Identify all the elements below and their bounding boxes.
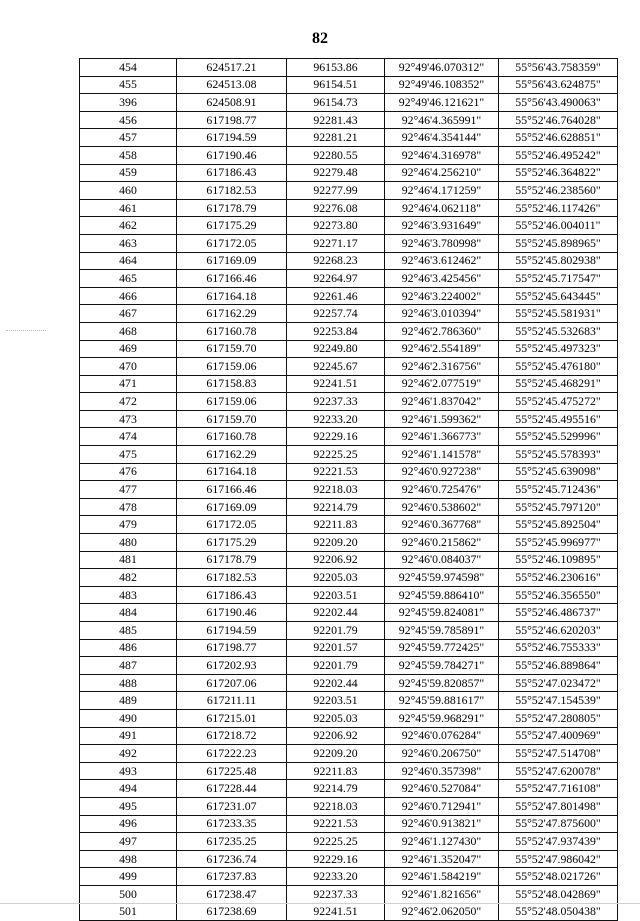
x-coordinate-cell: 617225.48: [177, 762, 287, 780]
y-coordinate-cell: 92203.51: [287, 586, 385, 604]
y-coordinate-cell: 92214.79: [287, 780, 385, 798]
longitude-cell: 92°46'0.913821": [385, 815, 499, 833]
latitude-cell: 55°52'45.639098": [499, 463, 618, 481]
longitude-cell: 92°46'3.224002": [385, 287, 499, 305]
latitude-cell: 55°52'48.042869": [499, 885, 618, 903]
y-coordinate-cell: 92201.79: [287, 657, 385, 675]
table-row: [80, 129, 618, 147]
longitude-cell: 92°45'59.886410": [385, 586, 499, 604]
table-row: [80, 727, 618, 745]
longitude-cell: 92°46'0.538602": [385, 498, 499, 516]
latitude-cell: 55°52'46.364822": [499, 164, 618, 182]
x-coordinate-cell: 617158.83: [177, 375, 287, 393]
x-coordinate-cell: 617172.05: [177, 516, 287, 534]
longitude-cell: 92°46'0.215862": [385, 534, 499, 552]
table-row: [80, 358, 618, 376]
x-coordinate-cell: 617237.83: [177, 868, 287, 886]
table-row: [80, 692, 618, 710]
longitude-cell: 92°46'4.316978": [385, 146, 499, 164]
latitude-cell: 55°52'46.356550": [499, 586, 618, 604]
table-row: [80, 340, 618, 358]
longitude-cell: 92°49'46.121621": [385, 94, 499, 112]
point-number-cell: 464: [80, 252, 177, 270]
y-coordinate-cell: 92279.48: [287, 164, 385, 182]
table-row: [80, 428, 618, 446]
latitude-cell: 55°52'45.802938": [499, 252, 618, 270]
table-row: [80, 182, 618, 200]
point-number-cell: 488: [80, 674, 177, 692]
latitude-cell: 55°52'48.021726": [499, 868, 618, 886]
latitude-cell: 55°52'47.620078": [499, 762, 618, 780]
point-number-cell: 470: [80, 358, 177, 376]
x-coordinate-cell: 617169.09: [177, 498, 287, 516]
table-row: [80, 569, 618, 587]
point-number-cell: 455: [80, 76, 177, 94]
y-coordinate-cell: 92249.80: [287, 340, 385, 358]
x-coordinate-cell: 617233.35: [177, 815, 287, 833]
latitude-cell: 55°52'47.280805": [499, 709, 618, 727]
x-coordinate-cell: 617198.77: [177, 639, 287, 657]
latitude-cell: 55°52'45.495516": [499, 410, 618, 428]
x-coordinate-cell: 617231.07: [177, 797, 287, 815]
y-coordinate-cell: 92261.46: [287, 287, 385, 305]
x-coordinate-cell: 617228.44: [177, 780, 287, 798]
y-coordinate-cell: 92211.83: [287, 762, 385, 780]
point-number-cell: 498: [80, 850, 177, 868]
table-row: [80, 833, 618, 851]
latitude-cell: 55°52'45.468291": [499, 375, 618, 393]
y-coordinate-cell: 92225.25: [287, 446, 385, 464]
x-coordinate-cell: 624517.21: [177, 59, 287, 77]
table-row: [80, 639, 618, 657]
point-number-cell: 467: [80, 305, 177, 323]
y-coordinate-cell: 92241.51: [287, 375, 385, 393]
latitude-cell: 55°56'43.758359": [499, 59, 618, 77]
longitude-cell: 92°46'0.076284": [385, 727, 499, 745]
point-number-cell: 474: [80, 428, 177, 446]
table-row: [80, 199, 618, 217]
point-number-cell: 490: [80, 709, 177, 727]
table-row: [80, 516, 618, 534]
latitude-cell: 55°52'45.476180": [499, 358, 618, 376]
y-coordinate-cell: 92202.44: [287, 604, 385, 622]
longitude-cell: 92°45'59.772425": [385, 639, 499, 657]
point-number-cell: 481: [80, 551, 177, 569]
table-row: [80, 270, 618, 288]
table-row: [80, 498, 618, 516]
latitude-cell: 55°52'45.643445": [499, 287, 618, 305]
point-number-cell: 462: [80, 217, 177, 235]
latitude-cell: 55°52'45.532683": [499, 322, 618, 340]
point-number-cell: 497: [80, 833, 177, 851]
table-row: [80, 903, 618, 921]
latitude-cell: 55°52'47.514708": [499, 745, 618, 763]
y-coordinate-cell: 92221.53: [287, 815, 385, 833]
x-coordinate-cell: 617194.59: [177, 622, 287, 640]
table-row: [80, 164, 618, 182]
table-row: [80, 463, 618, 481]
longitude-cell: 92°49'46.070312": [385, 59, 499, 77]
point-number-cell: 465: [80, 270, 177, 288]
point-number-cell: 480: [80, 534, 177, 552]
latitude-cell: 55°52'46.628851": [499, 129, 618, 147]
longitude-cell: 92°46'1.584219": [385, 868, 499, 886]
y-coordinate-cell: 92202.44: [287, 674, 385, 692]
point-number-cell: 500: [80, 885, 177, 903]
x-coordinate-cell: 617182.53: [177, 182, 287, 200]
point-number-cell: 499: [80, 868, 177, 886]
y-coordinate-cell: 92273.80: [287, 217, 385, 235]
table-row: [80, 657, 618, 675]
y-coordinate-cell: 92225.25: [287, 833, 385, 851]
point-number-cell: 484: [80, 604, 177, 622]
longitude-cell: 92°45'59.820857": [385, 674, 499, 692]
x-coordinate-cell: 617186.43: [177, 586, 287, 604]
longitude-cell: 92°46'4.171259": [385, 182, 499, 200]
y-coordinate-cell: 92206.92: [287, 551, 385, 569]
latitude-cell: 55°56'43.624875": [499, 76, 618, 94]
point-number-cell: 479: [80, 516, 177, 534]
y-coordinate-cell: 92209.20: [287, 534, 385, 552]
y-coordinate-cell: 92233.20: [287, 410, 385, 428]
table-row: [80, 59, 618, 77]
longitude-cell: 92°46'4.256210": [385, 164, 499, 182]
y-coordinate-cell: 92203.51: [287, 692, 385, 710]
y-coordinate-cell: 92237.33: [287, 885, 385, 903]
x-coordinate-cell: 617164.18: [177, 463, 287, 481]
x-coordinate-cell: 617186.43: [177, 164, 287, 182]
table-row: [80, 622, 618, 640]
table-row: [80, 797, 618, 815]
latitude-cell: 55°52'45.581931": [499, 305, 618, 323]
table-row: [80, 94, 618, 112]
x-coordinate-cell: 617190.46: [177, 604, 287, 622]
latitude-cell: 55°52'47.801498": [499, 797, 618, 815]
x-coordinate-cell: 617198.77: [177, 111, 287, 129]
latitude-cell: 55°52'46.004011": [499, 217, 618, 235]
table-row: [80, 287, 618, 305]
y-coordinate-cell: 92241.51: [287, 903, 385, 921]
longitude-cell: 92°46'0.927238": [385, 463, 499, 481]
table-row: [80, 446, 618, 464]
latitude-cell: 55°52'46.486737": [499, 604, 618, 622]
point-number-cell: 396: [80, 94, 177, 112]
x-coordinate-cell: 617207.06: [177, 674, 287, 692]
y-coordinate-cell: 92253.84: [287, 322, 385, 340]
latitude-cell: 55°52'47.875600": [499, 815, 618, 833]
longitude-cell: 92°45'59.824081": [385, 604, 499, 622]
x-coordinate-cell: 617160.78: [177, 428, 287, 446]
point-number-cell: 454: [80, 59, 177, 77]
longitude-cell: 92°46'3.010394": [385, 305, 499, 323]
longitude-cell: 92°46'4.062118": [385, 199, 499, 217]
latitude-cell: 55°52'46.620203": [499, 622, 618, 640]
point-number-cell: 477: [80, 481, 177, 499]
point-number-cell: 491: [80, 727, 177, 745]
table-row: [80, 234, 618, 252]
longitude-cell: 92°46'3.425456": [385, 270, 499, 288]
x-coordinate-cell: 617202.93: [177, 657, 287, 675]
point-number-cell: 489: [80, 692, 177, 710]
point-number-cell: 478: [80, 498, 177, 516]
latitude-cell: 55°56'43.490063": [499, 94, 618, 112]
latitude-cell: 55°52'47.937439": [499, 833, 618, 851]
y-coordinate-cell: 92214.79: [287, 498, 385, 516]
latitude-cell: 55°52'45.497323": [499, 340, 618, 358]
longitude-cell: 92°46'0.357398": [385, 762, 499, 780]
point-number-cell: 487: [80, 657, 177, 675]
point-number-cell: 494: [80, 780, 177, 798]
latitude-cell: 55°52'46.764028": [499, 111, 618, 129]
y-coordinate-cell: 92264.97: [287, 270, 385, 288]
latitude-cell: 55°52'46.117426": [499, 199, 618, 217]
point-number-cell: 486: [80, 639, 177, 657]
table-row: [80, 534, 618, 552]
x-coordinate-cell: 617175.29: [177, 534, 287, 552]
point-number-cell: 485: [80, 622, 177, 640]
longitude-cell: 92°45'59.784271": [385, 657, 499, 675]
point-number-cell: 460: [80, 182, 177, 200]
y-coordinate-cell: 92201.79: [287, 622, 385, 640]
x-coordinate-cell: 617172.05: [177, 234, 287, 252]
table-row: [80, 586, 618, 604]
longitude-cell: 92°46'4.354144": [385, 129, 499, 147]
longitude-cell: 92°46'1.127430": [385, 833, 499, 851]
longitude-cell: 92°46'0.712941": [385, 797, 499, 815]
table-row: [80, 481, 618, 499]
y-coordinate-cell: 92276.08: [287, 199, 385, 217]
y-coordinate-cell: 92280.55: [287, 146, 385, 164]
latitude-cell: 55°52'47.716108": [499, 780, 618, 798]
latitude-cell: 55°52'45.797120": [499, 498, 618, 516]
point-number-cell: 466: [80, 287, 177, 305]
table-row: [80, 885, 618, 903]
longitude-cell: 92°46'1.837042": [385, 393, 499, 411]
x-coordinate-cell: 617194.59: [177, 129, 287, 147]
longitude-cell: 92°46'3.780998": [385, 234, 499, 252]
scan-margin-mark: [6, 330, 46, 332]
x-coordinate-cell: 617175.29: [177, 217, 287, 235]
x-coordinate-cell: 617159.06: [177, 393, 287, 411]
longitude-cell: 92°45'59.785891": [385, 622, 499, 640]
point-number-cell: 469: [80, 340, 177, 358]
y-coordinate-cell: 92268.23: [287, 252, 385, 270]
x-coordinate-cell: 624513.08: [177, 76, 287, 94]
y-coordinate-cell: 92221.53: [287, 463, 385, 481]
longitude-cell: 92°46'0.367768": [385, 516, 499, 534]
table-row: [80, 322, 618, 340]
coordinates-table: [79, 58, 618, 921]
y-coordinate-cell: 92229.16: [287, 850, 385, 868]
table-row: [80, 305, 618, 323]
x-coordinate-cell: 617160.78: [177, 322, 287, 340]
point-number-cell: 463: [80, 234, 177, 252]
latitude-cell: 55°52'46.889864": [499, 657, 618, 675]
y-coordinate-cell: 92281.43: [287, 111, 385, 129]
longitude-cell: 92°46'3.931649": [385, 217, 499, 235]
point-number-cell: 482: [80, 569, 177, 587]
point-number-cell: 468: [80, 322, 177, 340]
x-coordinate-cell: 617235.25: [177, 833, 287, 851]
point-number-cell: 492: [80, 745, 177, 763]
x-coordinate-cell: 617159.70: [177, 340, 287, 358]
x-coordinate-cell: 617162.29: [177, 305, 287, 323]
table-row: [80, 111, 618, 129]
x-coordinate-cell: 617211.11: [177, 692, 287, 710]
table-row: [80, 375, 618, 393]
latitude-cell: 55°52'46.755333": [499, 639, 618, 657]
point-number-cell: 496: [80, 815, 177, 833]
y-coordinate-cell: 92271.17: [287, 234, 385, 252]
y-coordinate-cell: 92237.33: [287, 393, 385, 411]
longitude-cell: 92°46'1.141578": [385, 446, 499, 464]
x-coordinate-cell: 617164.18: [177, 287, 287, 305]
y-coordinate-cell: 92229.16: [287, 428, 385, 446]
table-row: [80, 868, 618, 886]
latitude-cell: 55°52'45.578393": [499, 446, 618, 464]
table-row: [80, 551, 618, 569]
y-coordinate-cell: 92205.03: [287, 709, 385, 727]
x-coordinate-cell: 617178.79: [177, 551, 287, 569]
point-number-cell: 459: [80, 164, 177, 182]
latitude-cell: 55°52'45.712436": [499, 481, 618, 499]
table-row: [80, 762, 618, 780]
y-coordinate-cell: 92257.74: [287, 305, 385, 323]
y-coordinate-cell: 96153.86: [287, 59, 385, 77]
table-row: [80, 76, 618, 94]
x-coordinate-cell: 617169.09: [177, 252, 287, 270]
x-coordinate-cell: 617222.23: [177, 745, 287, 763]
y-coordinate-cell: 92218.03: [287, 797, 385, 815]
y-coordinate-cell: 92209.20: [287, 745, 385, 763]
latitude-cell: 55°52'47.023472": [499, 674, 618, 692]
longitude-cell: 92°46'1.352047": [385, 850, 499, 868]
latitude-cell: 55°52'45.717547": [499, 270, 618, 288]
point-number-cell: 473: [80, 410, 177, 428]
table-row: [80, 780, 618, 798]
coordinates-table-body: [80, 59, 618, 921]
latitude-cell: 55°52'46.495242": [499, 146, 618, 164]
x-coordinate-cell: 617238.69: [177, 903, 287, 921]
x-coordinate-cell: 617166.46: [177, 270, 287, 288]
y-coordinate-cell: 92206.92: [287, 727, 385, 745]
point-number-cell: 476: [80, 463, 177, 481]
x-coordinate-cell: 617166.46: [177, 481, 287, 499]
point-number-cell: 501: [80, 903, 177, 921]
longitude-cell: 92°46'0.725476": [385, 481, 499, 499]
latitude-cell: 55°52'46.238560": [499, 182, 618, 200]
table-row: [80, 252, 618, 270]
y-coordinate-cell: 92201.57: [287, 639, 385, 657]
point-number-cell: 475: [80, 446, 177, 464]
table-row: [80, 410, 618, 428]
latitude-cell: 55°52'47.986042": [499, 850, 618, 868]
longitude-cell: 92°45'59.968291": [385, 709, 499, 727]
y-coordinate-cell: 92211.83: [287, 516, 385, 534]
longitude-cell: 92°46'2.554189": [385, 340, 499, 358]
latitude-cell: 55°52'45.898965": [499, 234, 618, 252]
point-number-cell: 457: [80, 129, 177, 147]
latitude-cell: 55°52'46.230616": [499, 569, 618, 587]
x-coordinate-cell: 617236.74: [177, 850, 287, 868]
longitude-cell: 92°46'1.599362": [385, 410, 499, 428]
point-number-cell: 493: [80, 762, 177, 780]
x-coordinate-cell: 617162.29: [177, 446, 287, 464]
page-number: 82: [312, 30, 328, 47]
longitude-cell: 92°46'2.062050": [385, 903, 499, 921]
longitude-cell: 92°46'4.365991": [385, 111, 499, 129]
x-coordinate-cell: 617215.01: [177, 709, 287, 727]
scan-bottom-edge: [0, 903, 640, 904]
longitude-cell: 92°45'59.974598": [385, 569, 499, 587]
latitude-cell: 55°52'45.892504": [499, 516, 618, 534]
table-row: [80, 709, 618, 727]
table-row: [80, 674, 618, 692]
table-row: [80, 393, 618, 411]
x-coordinate-cell: 617190.46: [177, 146, 287, 164]
latitude-cell: 55°52'47.400969": [499, 727, 618, 745]
y-coordinate-cell: 96154.51: [287, 76, 385, 94]
longitude-cell: 92°46'3.612462": [385, 252, 499, 270]
longitude-cell: 92°46'0.527084": [385, 780, 499, 798]
table-row: [80, 850, 618, 868]
point-number-cell: 483: [80, 586, 177, 604]
longitude-cell: 92°46'2.786360": [385, 322, 499, 340]
table-row: [80, 604, 618, 622]
x-coordinate-cell: 617238.47: [177, 885, 287, 903]
longitude-cell: 92°49'46.108352": [385, 76, 499, 94]
point-number-cell: 456: [80, 111, 177, 129]
x-coordinate-cell: 617159.70: [177, 410, 287, 428]
longitude-cell: 92°46'2.316756": [385, 358, 499, 376]
point-number-cell: 461: [80, 199, 177, 217]
longitude-cell: 92°46'1.366773": [385, 428, 499, 446]
point-number-cell: 458: [80, 146, 177, 164]
longitude-cell: 92°46'0.206750": [385, 745, 499, 763]
x-coordinate-cell: 617178.79: [177, 199, 287, 217]
latitude-cell: 55°52'45.475272": [499, 393, 618, 411]
latitude-cell: 55°52'45.996977": [499, 534, 618, 552]
table-row: [80, 217, 618, 235]
table-row: [80, 745, 618, 763]
x-coordinate-cell: 617218.72: [177, 727, 287, 745]
longitude-cell: 92°46'1.821656": [385, 885, 499, 903]
longitude-cell: 92°46'2.077519": [385, 375, 499, 393]
point-number-cell: 471: [80, 375, 177, 393]
x-coordinate-cell: 617182.53: [177, 569, 287, 587]
y-coordinate-cell: 92218.03: [287, 481, 385, 499]
latitude-cell: 55°52'46.109895": [499, 551, 618, 569]
y-coordinate-cell: 92205.03: [287, 569, 385, 587]
point-number-cell: 495: [80, 797, 177, 815]
x-coordinate-cell: 624508.91: [177, 94, 287, 112]
longitude-cell: 92°45'59.881617": [385, 692, 499, 710]
table-row: [80, 146, 618, 164]
latitude-cell: 55°52'48.050438": [499, 903, 618, 921]
y-coordinate-cell: 92281.21: [287, 129, 385, 147]
latitude-cell: 55°52'47.154539": [499, 692, 618, 710]
point-number-cell: 472: [80, 393, 177, 411]
x-coordinate-cell: 617159.06: [177, 358, 287, 376]
y-coordinate-cell: 96154.73: [287, 94, 385, 112]
table-row: [80, 815, 618, 833]
y-coordinate-cell: 92245.67: [287, 358, 385, 376]
latitude-cell: 55°52'45.529996": [499, 428, 618, 446]
y-coordinate-cell: 92277.99: [287, 182, 385, 200]
longitude-cell: 92°46'0.084037": [385, 551, 499, 569]
y-coordinate-cell: 92233.20: [287, 868, 385, 886]
